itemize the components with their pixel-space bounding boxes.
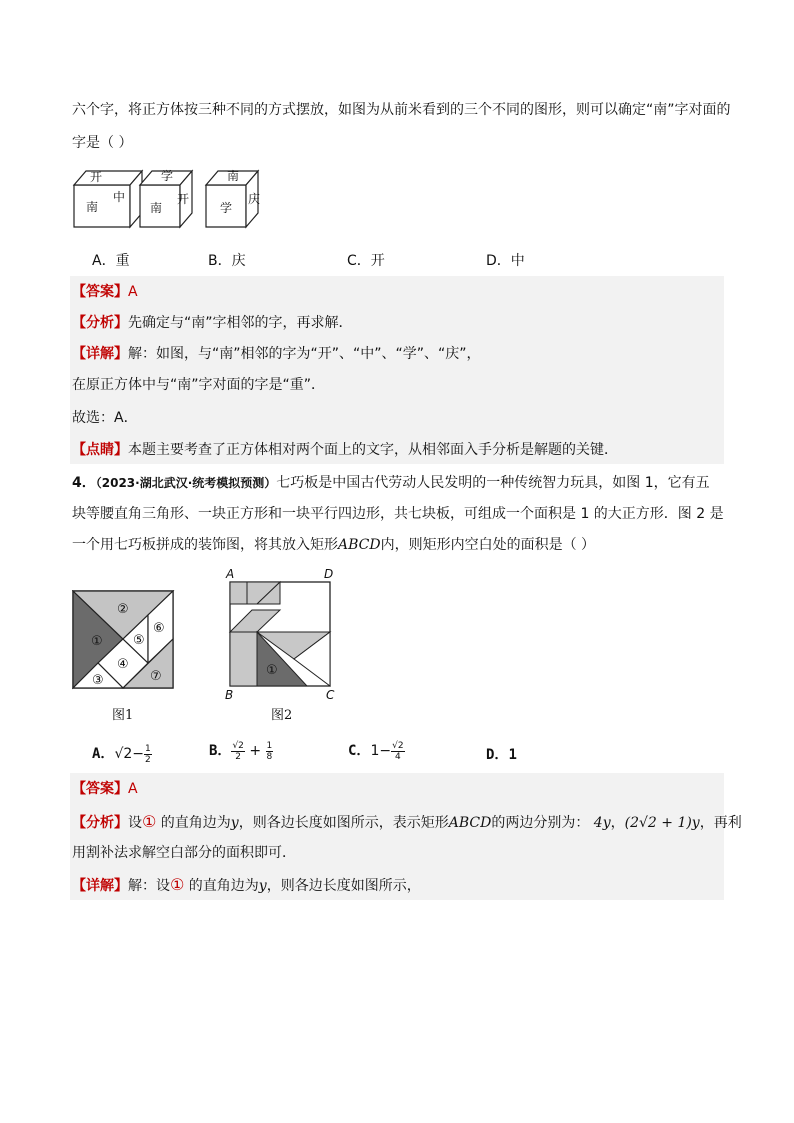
corner-a: A <box>226 567 235 581</box>
q4-answer-line: 【答案】A <box>72 781 138 797</box>
fig1-label-4: ④ <box>117 657 129 672</box>
q4-analysis-line1: 【分析】设① 的直角边为y，则各边长度如图所示，表示矩形ABCD的两边分别为： 4y，(2√2 + 1)y，再利 <box>72 812 742 831</box>
corner-c: C <box>326 688 335 702</box>
cube2-front: 南 <box>150 201 163 215</box>
cube1-top: 开 <box>90 170 103 184</box>
q3-answer-line <box>72 282 138 302</box>
q3-option-d: D．中 <box>486 253 525 269</box>
q4-option-a: A．√2− $\frac{1}{2}$ <box>92 743 151 765</box>
corner-d: D <box>324 567 334 581</box>
fig1-label-5: ⑤ <box>133 633 145 648</box>
q3-solution-panel <box>70 276 724 464</box>
q3-detail-line2: 在原正方体中与“南”字对面的字是“重”． <box>72 377 326 393</box>
q4-source: （2023·湖北武汉·统考模拟预测） <box>95 476 277 490</box>
figure-2-decoration <box>222 566 340 702</box>
fig1-label-7: ⑦ <box>150 669 162 684</box>
analysis-tag: 【分析】 <box>72 315 128 331</box>
cube3-top: 南 <box>227 169 240 183</box>
q3-option-b: B．庆 <box>208 253 246 269</box>
q4-abcd: ABCD <box>338 537 381 553</box>
q4-stem-text1: 七巧板是中国古代劳动人民发明的一种传统智力玩具，如图 1，它有五 <box>276 475 710 491</box>
fig1-label-6: ⑥ <box>153 621 165 636</box>
figure-1-tangram <box>72 590 176 690</box>
cubes-figure <box>70 165 270 231</box>
analysis-text: 先确定与“南”字相邻的字，再求解． <box>128 315 353 331</box>
q4-detail-line: 【详解】解：设① 的直角边为y，则各边长度如图所示， <box>72 875 421 894</box>
comment-tag: 【点睛】 <box>72 442 128 458</box>
q4-option-b: B． $\frac{√2}{2}$ + $\frac{1}{8}$ <box>209 740 273 762</box>
q3-analysis-line <box>72 313 353 333</box>
q4-stem-text3b: 内，则矩形内空白处的面积是（ ） <box>380 537 596 553</box>
cube1-front: 南 <box>86 200 99 214</box>
q3-stem-line2: 字是（ ） <box>72 135 133 151</box>
cube1-side: 中 <box>113 190 126 204</box>
fig1-label-3: ③ <box>92 673 104 688</box>
q4-stem-line1 <box>72 473 710 493</box>
comment-text: 本题主要考查了正方体相对两个面上的文字，从相邻面入手分析是解题的关键． <box>128 442 618 458</box>
q3-option-a: A．重 <box>92 253 130 269</box>
fig2-caption: 图2 <box>271 708 293 723</box>
q4-stem-line2: 块等腰直角三角形、一块正方形和一块平行四边形，共七块板，可组成一个面积是 1 的大正方形．图 2 是 <box>72 506 724 522</box>
q3-stem-line1: 六个字，将正方体按三种不同的方式摆放，如图为从前米看到的三个不同的图形，则可以确定“南”字对面的 <box>72 102 731 118</box>
answer-tag: 【答案】 <box>72 284 128 300</box>
corner-b: B <box>225 688 234 702</box>
cube3-front: 学 <box>220 201 233 215</box>
detail-text-1: 解：如图，与“南”相邻的字为“开”、“中”、“学”、“庆”， <box>128 346 481 362</box>
q3-detail-line3: 故选：A． <box>72 410 138 426</box>
fig1-label-1: ① <box>91 634 103 649</box>
cube-1 <box>74 171 142 227</box>
q3-detail-line1 <box>72 344 481 364</box>
q4-analysis-line2: 用割补法求解空白部分的面积即可． <box>72 845 296 861</box>
cube2-top: 学 <box>161 169 174 183</box>
detail-tag: 【详解】 <box>72 346 128 362</box>
cube3-side: 庆 <box>248 192 261 206</box>
q4-option-c: C．1− $\frac{√2}{4}$ <box>348 740 404 762</box>
fig1-caption: 图1 <box>112 708 134 723</box>
q4-stem-text3a: 一个用七巧板拼成的装饰图，将其放入矩形 <box>72 537 338 553</box>
answer-value: A <box>128 284 138 300</box>
q3-comment-line <box>72 440 618 460</box>
fig1-label-2: ② <box>117 602 129 617</box>
cube2-side: 开 <box>177 192 190 206</box>
q4-stem-line3 <box>72 535 595 555</box>
q4-number: 4． <box>72 475 96 491</box>
fig2-label-1: ① <box>266 663 278 678</box>
q3-option-c: C．开 <box>347 253 385 269</box>
q4-option-d: D．1 <box>486 747 517 763</box>
